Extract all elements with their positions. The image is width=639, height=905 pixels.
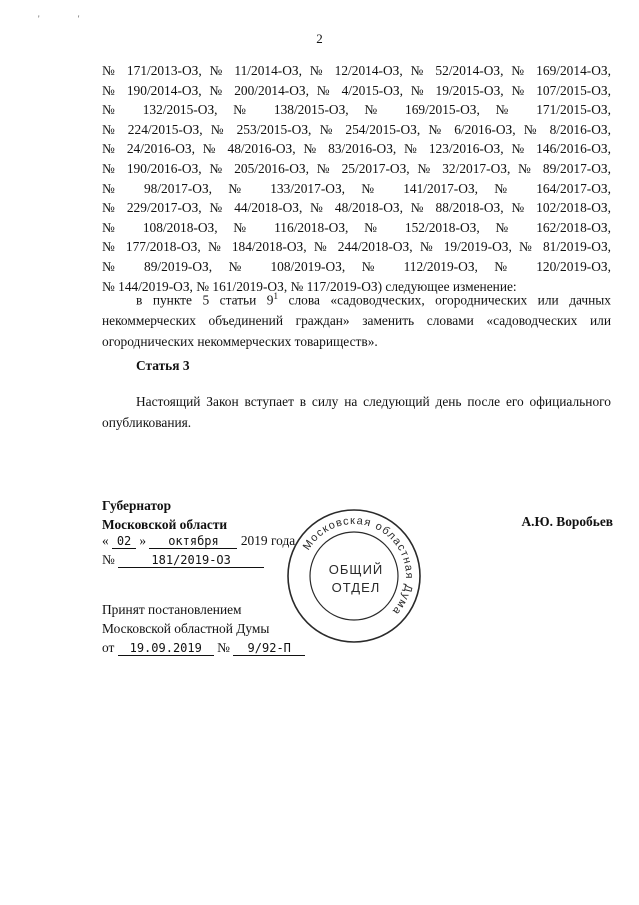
adoption-number: 9/92-П — [233, 641, 305, 656]
law-reference: № 120/2019-ОЗ, — [494, 258, 611, 274]
official-stamp — [284, 506, 424, 646]
amendment-paragraph — [102, 286, 611, 352]
law-reference: № 132/2015-ОЗ, — [102, 102, 218, 118]
law-reference: № 117/2019-ОЗ) — [290, 278, 383, 294]
signing-month: октября — [149, 534, 237, 549]
law-list-line — [102, 218, 611, 238]
article-3-paragraph — [102, 391, 611, 433]
law-reference: № 224/2015-ОЗ, — [102, 121, 203, 137]
page-number: 2 — [316, 31, 323, 46]
law-reference: № 83/2016-ОЗ, — [303, 141, 397, 157]
law-reference: № 98/2017-ОЗ, — [102, 180, 213, 196]
law-reference: № 44/2018-ОЗ, — [209, 200, 303, 216]
law-reference: № 133/2017-ОЗ, — [228, 180, 346, 196]
law-reference: № 102/2018-ОЗ, — [511, 200, 611, 216]
law-reference: № 144/2019-ОЗ, — [102, 278, 193, 294]
law-reference: № 108/2018-ОЗ, — [102, 219, 218, 235]
law-reference: № 81/2019-ОЗ, — [519, 239, 612, 255]
law-reference: № 169/2015-ОЗ, — [364, 102, 480, 118]
signing-day: 02 — [112, 534, 136, 549]
law-reference: № 164/2017-ОЗ, — [494, 180, 611, 196]
law-reference: № 161/2019-ОЗ, — [196, 278, 288, 294]
law-number-prefix: № — [102, 552, 115, 567]
stamp-center-line2: ОТДЕЛ — [331, 580, 381, 595]
law-reference: № 89/2019-ОЗ, — [102, 258, 213, 274]
adoption-date-row — [102, 638, 305, 657]
law-reference: следующее изменение: — [385, 278, 517, 294]
law-reference: № 11/2014-ОЗ, — [209, 63, 302, 78]
law-reference: № 152/2018-ОЗ, — [364, 219, 480, 235]
date-open-quote: « — [102, 533, 109, 548]
law-reference: № 8/2016-ОЗ, — [523, 121, 611, 137]
signing-year: 2019 года — [240, 533, 296, 548]
law-reference: № 171/2013-ОЗ, — [102, 63, 202, 78]
amendment-superscript: 1 — [273, 291, 279, 301]
law-reference: № 52/2014-ОЗ, — [410, 63, 504, 78]
date-close-quote: » — [139, 533, 147, 548]
law-list-line — [102, 100, 611, 120]
law-reference: № 108/2019-ОЗ, — [228, 258, 346, 274]
article-3-heading: Статья 3 — [136, 358, 190, 373]
adoption-line2: Московской областной Думы — [102, 621, 270, 636]
law-list-line — [102, 139, 611, 159]
law-reference: № 107/2015-ОЗ, — [511, 82, 611, 98]
law-reference: № 48/2016-ОЗ, — [202, 141, 296, 157]
stamp-center-line1: ОБЩИЙ — [328, 562, 384, 577]
adoption-date: 19.09.2019 — [118, 641, 214, 656]
law-reference: № 169/2014-ОЗ, — [511, 63, 611, 78]
law-list-line — [102, 159, 611, 179]
law-reference: № 12/2014-ОЗ, — [309, 63, 403, 78]
amendment-text-part1: в пункте 5 статьи 9 — [136, 292, 274, 308]
law-number: 181/2019-ОЗ — [118, 553, 264, 568]
law-reference: № 123/2016-ОЗ, — [403, 141, 504, 157]
signing-date-row — [102, 533, 295, 549]
law-number-row — [102, 552, 264, 568]
law-reference: № 190/2014-ОЗ, — [102, 82, 202, 98]
margin-specks: ' ' — [38, 14, 98, 24]
law-list-line — [102, 81, 611, 101]
law-list-line — [102, 237, 611, 257]
law-reference: № 19/2015-ОЗ, — [410, 82, 504, 98]
law-reference: № 138/2015-ОЗ, — [233, 102, 349, 118]
law-reference: № 229/2017-ОЗ, — [102, 200, 202, 216]
law-reference: № 112/2019-ОЗ, — [361, 258, 478, 274]
adoption-line1: Принят постановлением — [102, 602, 242, 617]
signer-name: А.Ю. Воробьев — [521, 514, 613, 529]
law-reference: № 4/2015-ОЗ, — [316, 82, 403, 98]
law-reference: № 89/2017-ОЗ, — [518, 160, 611, 176]
amendment-text-part2: слова «садоводческих, огороднических или дачных некоммерческих объединений граждан» заменить словами «садоводческих или огороднических некоммерческих товариществ». — [102, 292, 612, 350]
law-reference: № 48/2018-ОЗ, — [310, 200, 403, 216]
adoption-block — [102, 600, 305, 657]
amended-laws-list — [102, 61, 611, 296]
law-reference: № 171/2015-ОЗ, — [495, 102, 611, 118]
law-reference: № 116/2018-ОЗ, — [233, 219, 349, 235]
law-list-line — [102, 61, 611, 81]
law-reference: № 205/2016-ОЗ, — [209, 160, 309, 176]
signer-title-line2: Московской области — [102, 517, 228, 532]
law-reference: № 88/2018-ОЗ, — [410, 200, 504, 216]
law-reference: № 162/2018-ОЗ, — [495, 219, 611, 235]
law-reference: № 32/2017-ОЗ, — [417, 160, 511, 176]
law-reference: № 190/2016-ОЗ, — [102, 160, 202, 176]
signer-title-line1: Губернатор — [102, 498, 172, 513]
law-reference: № 25/2017-ОЗ, — [316, 160, 410, 176]
article-3-text: Настоящий Закон вступает в силу на следующий день после его официального опубликования. — [102, 394, 611, 430]
law-reference: № 19/2019-ОЗ, — [419, 239, 512, 255]
law-list-line — [102, 257, 611, 277]
law-reference: № 244/2018-ОЗ, — [313, 239, 413, 255]
adoption-from-label: от — [102, 640, 115, 655]
law-list-line — [102, 120, 611, 140]
law-list-line — [102, 179, 611, 199]
law-reference: № 141/2017-ОЗ, — [361, 180, 478, 196]
law-list-line — [102, 198, 611, 218]
law-reference: № 6/2016-ОЗ, — [428, 121, 516, 137]
adoption-number-prefix: № — [217, 640, 230, 655]
law-reference: № 200/2014-ОЗ, — [209, 82, 309, 98]
law-reference: № 24/2016-ОЗ, — [102, 141, 195, 157]
law-reference: № 177/2018-ОЗ, — [102, 239, 201, 255]
law-reference: № 184/2018-ОЗ, — [207, 239, 307, 255]
stamp-ring-text: Московская областная Дума — [300, 514, 416, 618]
law-reference: № 146/2016-ОЗ, — [511, 141, 611, 157]
signer-title — [102, 496, 227, 534]
law-reference: № 254/2015-ОЗ, — [319, 121, 421, 137]
law-reference: № 253/2015-ОЗ, — [210, 121, 312, 137]
